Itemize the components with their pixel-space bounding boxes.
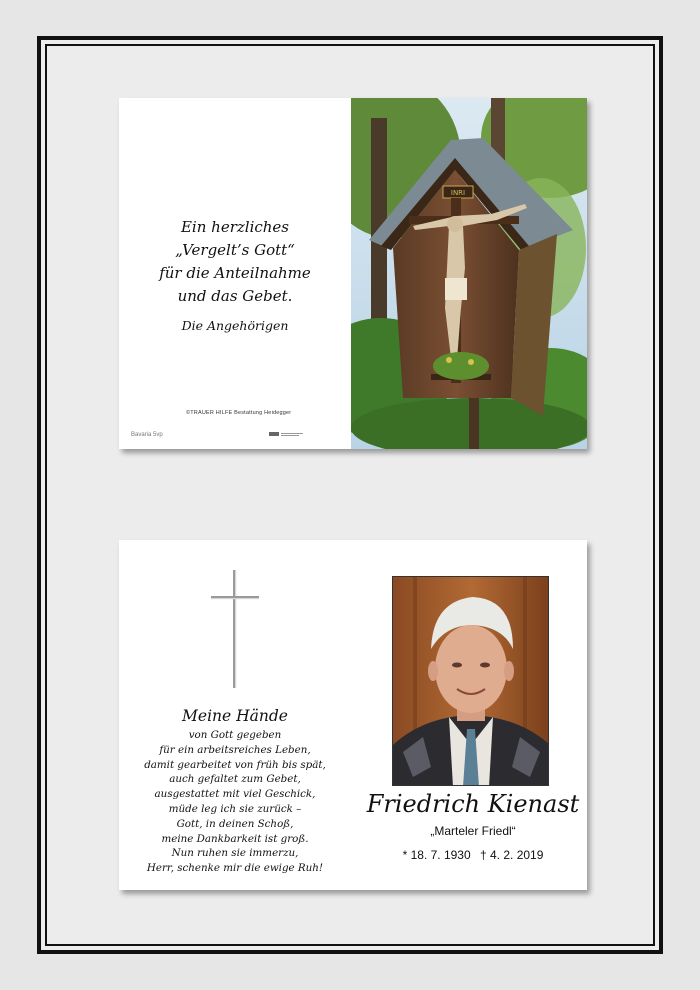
thanks-line: „Vergelt’s Gott“ — [175, 241, 295, 259]
poem-line: Nun ruhen sie immerzu, — [171, 847, 299, 860]
portrait-image — [393, 577, 549, 786]
cross-icon — [211, 570, 259, 688]
poem-line: meine Dankbarkeit ist groß. — [161, 832, 309, 845]
svg-text:INRI: INRI — [450, 189, 466, 197]
poem-line: für ein arbeitsreiches Leben, — [159, 743, 311, 756]
poem — [119, 704, 351, 876]
thanks-line: Ein herzliches — [180, 218, 290, 236]
poem-title: Meine Hände — [182, 707, 288, 725]
birth-date: * 18. 7. 1930 — [402, 848, 471, 862]
poem-line: müde leg ich sie zurück – — [168, 802, 302, 815]
poem-line: ausgestattet mit viel Geschick, — [154, 788, 316, 801]
thanks-line: und das Gebet. — [177, 287, 293, 305]
signature: Die Angehörigen — [181, 318, 289, 333]
poem-line: von Gott gegeben — [188, 729, 282, 741]
poem-line: Herr, schenke mir die ewige Ruh! — [146, 862, 324, 875]
wayside-cross-photo — [351, 98, 587, 449]
thanks-line: für die Anteilnahme — [159, 264, 311, 282]
printer-logo-icon — [269, 431, 305, 437]
thank-you-card — [119, 98, 587, 449]
poem-line: Gott, in deinen Schoß, — [176, 817, 294, 830]
funeral-imprint: ©TRAUER HILFE Bestattung Heidegger — [186, 410, 292, 416]
death-date: † 4. 2. 2019 — [480, 848, 544, 862]
thank-you-text — [119, 216, 351, 337]
deceased-portrait-photo — [392, 576, 549, 786]
memorial-card — [119, 540, 587, 890]
life-dates — [359, 848, 587, 862]
print-code: Bavaria 5vp — [131, 432, 163, 438]
poem-line: auch gefaltet zum Gebet, — [169, 773, 301, 786]
nickname: „Marteler Friedl“ — [430, 824, 516, 838]
poem-line: damit gearbeitet von früh bis spät, — [144, 758, 326, 771]
deceased-name: Friedrich Kienast — [366, 790, 580, 818]
